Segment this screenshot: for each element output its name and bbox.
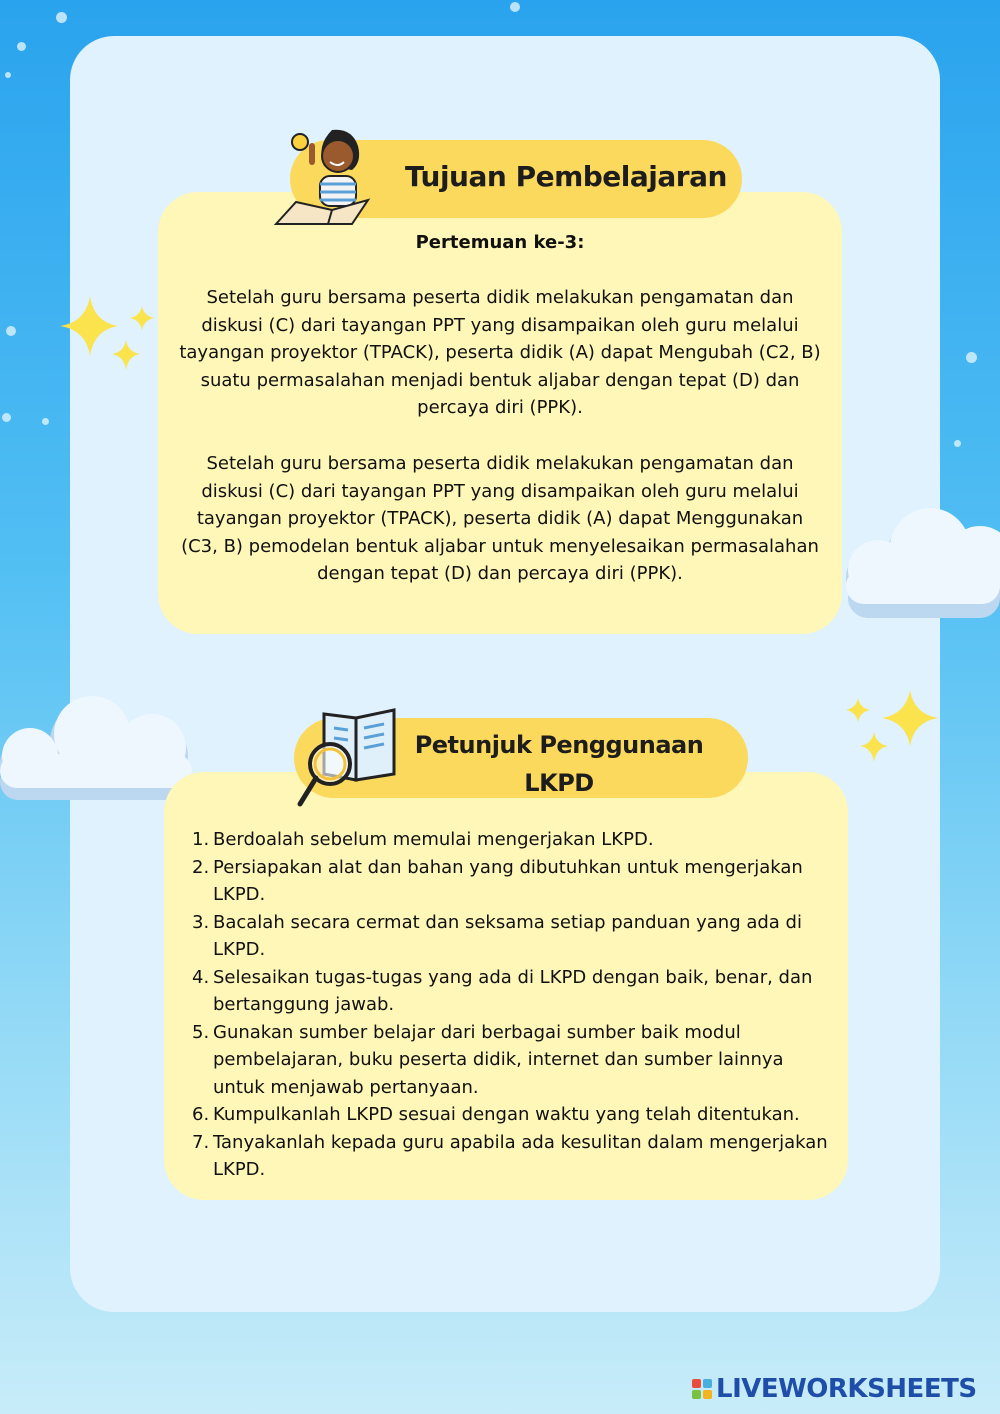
cloud-icon: [0, 690, 196, 806]
section-title-line: LKPD: [524, 769, 594, 797]
list-item-number: 1.: [192, 829, 210, 850]
list-item: [192, 964, 832, 1019]
learning-goals-card: [158, 192, 842, 634]
list-item-text: Tanyakanlah kepada guru apabila ada kesulitan dalam mengerjakan LKPD.: [213, 1131, 828, 1180]
sparkle-icon: [846, 686, 942, 770]
list-item-text: Kumpulkanlah LKPD sesuai dengan waktu yang telah ditentukan.: [213, 1104, 800, 1125]
list-item-text: Bacalah secara cermat dan seksama setiap panduan yang ada di LKPD.: [213, 911, 802, 960]
sky-dot: [6, 326, 16, 336]
sparkle-icon: [56, 292, 156, 376]
list-item-text: Persiapakan alat dan bahan yang dibutuhkan untuk mengerjakan LKPD.: [213, 856, 803, 905]
logo-mark: [692, 1379, 712, 1399]
logo-text: LIVEWORKSHEETS: [716, 1374, 977, 1404]
liveworksheets-logo: [692, 1372, 977, 1406]
list-item-text: Berdoalah sebelum memulai mengerjakan LKPD.: [213, 829, 654, 850]
list-item-number: 3.: [192, 911, 210, 933]
sky-dot: [42, 418, 49, 425]
meeting-subtitle: Pertemuan ke-3:: [415, 232, 585, 253]
section-title-line: Petunjuk Penggunaan: [414, 731, 704, 759]
sky-dot: [17, 42, 26, 51]
list-item: [192, 854, 832, 909]
list-item-text: Gunakan sumber belajar dari berbagai sumber baik modul pembelajaran, buku peserta didik, internet dan sumber lainnya untuk menjawab pertanyaan.: [213, 1021, 784, 1098]
goal-paragraph-1: Setelah guru bersama peserta didik melakukan pengamatan dan diskusi (C) dari tayangan PPT yang disampaikan oleh guru melalui tayangan proyektor (TPACK), peserta didik (A) dapat Mengubah (C2, B) suatu permasalahan menjadi bentuk aljabar dengan tepat (D) dan percaya diri (PPK).: [179, 287, 821, 418]
book-magnifier-icon: [294, 704, 402, 810]
list-item: [192, 1101, 832, 1129]
list-item-number: 5.: [192, 1021, 210, 1043]
instructions-card: [164, 772, 848, 1200]
sky-dot: [510, 2, 520, 12]
sky-dot: [2, 413, 11, 422]
list-item-number: 7.: [192, 1131, 210, 1153]
sky-dot: [966, 352, 977, 363]
section-title: [404, 726, 714, 802]
list-item-number: 2.: [192, 856, 210, 878]
list-item: [192, 1129, 832, 1184]
list-item-text: Selesaikan tugas-tugas yang ada di LKPD dengan baik, benar, dan bertanggung jawab.: [213, 966, 813, 1015]
list-item-number: 6.: [192, 1104, 210, 1125]
sky-dot: [954, 440, 961, 447]
sky-dot: [56, 12, 67, 23]
list-item: [192, 826, 832, 854]
student-reading-icon: [272, 126, 376, 230]
list-item-number: 4.: [192, 966, 210, 988]
sky-dot: [5, 72, 11, 78]
instructions-list: [192, 826, 832, 1184]
list-item: [192, 1019, 832, 1102]
list-item: [192, 909, 832, 964]
section-title: Tujuan Pembelajaran: [405, 160, 727, 193]
goal-paragraph-2: Setelah guru bersama peserta didik melakukan pengamatan dan diskusi (C) dari tayangan PPT yang disampaikan oleh guru melalui tayangan proyektor (TPACK), peserta didik (A) dapat Menggunakan (C3, B) pemodelan bentuk aljabar untuk menyelesaikan permasalahan dengan tepat (D) dan percaya diri (PPK).: [181, 453, 819, 584]
cloud-icon: [838, 498, 1000, 628]
